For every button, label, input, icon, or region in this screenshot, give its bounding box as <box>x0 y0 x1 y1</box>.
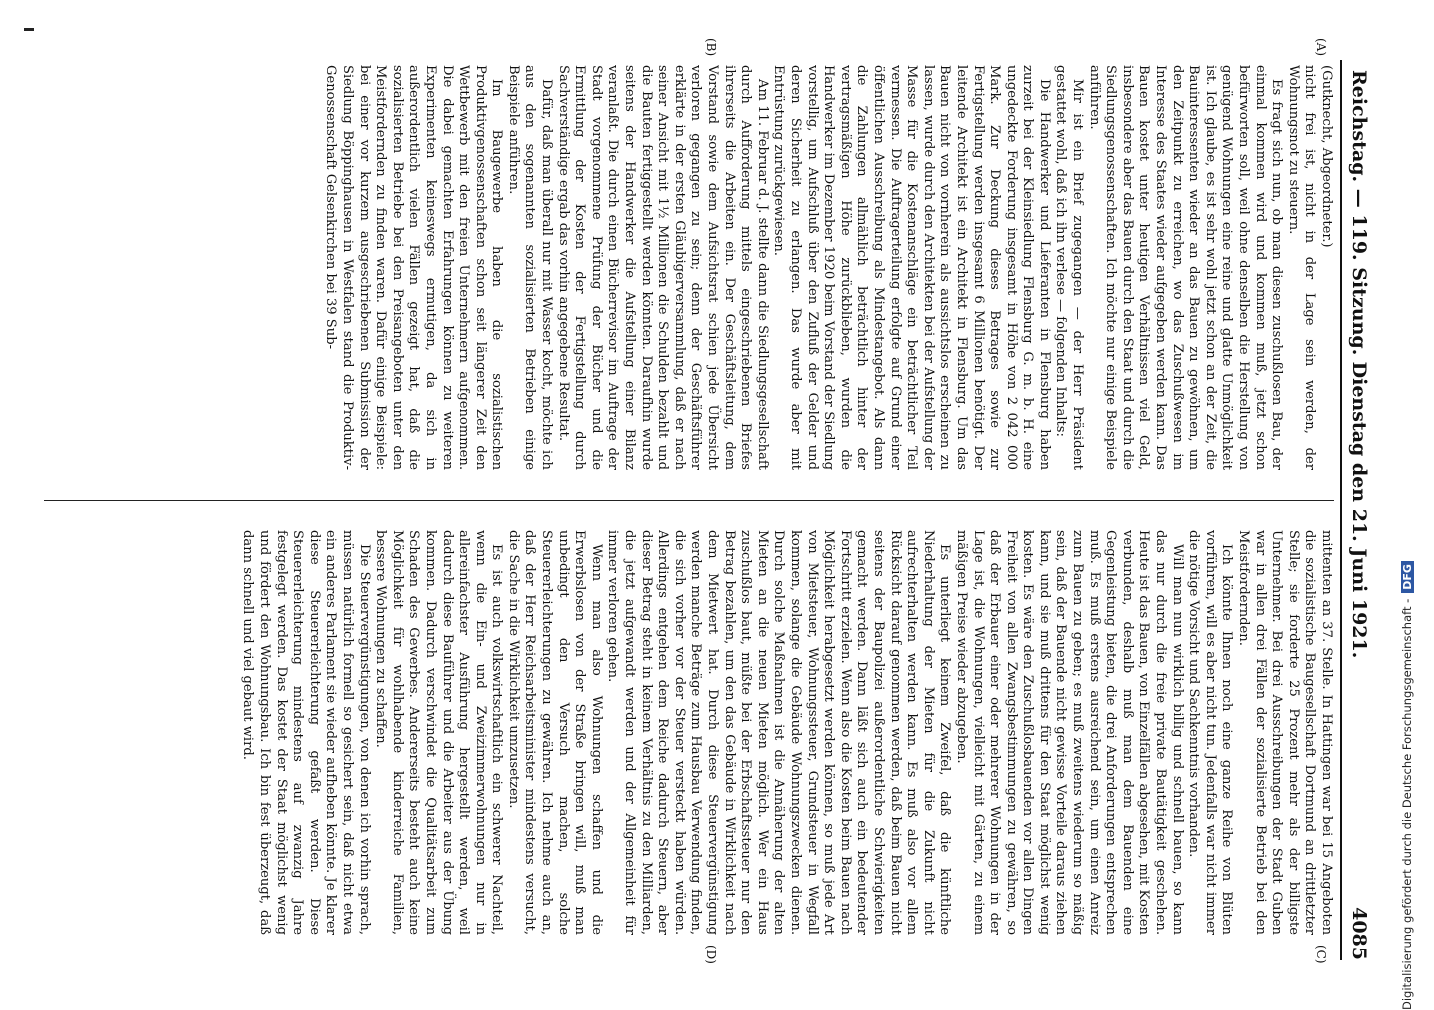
notice-text: Digitalisierung gefördert durch die Deutsche Forschungsgemeinschaft - <box>1400 598 1414 1010</box>
text-column-left <box>44 65 1334 470</box>
scan-mark <box>24 28 34 31</box>
paragraph: Die Steuervergünstigungen, von denen ich vorhin sprach, müssen natürlich formell so gesichert sein, daß nicht etwa ein anderes Parlament sie wieder aufheben könnte. Je klarer diese Steuererleichterung gefaßt werden. Diese Steuererleichterung mindestens auf zwanzig Jahre festgelegt werden. Das kostet der Staat möglichst wenig und fördert den Wohnungsbau. Ich bin fest überzeugt, daß dann schnell und viel gebaut wird. <box>240 530 372 935</box>
text-column-right <box>44 530 1334 935</box>
margin-marker-c: (C) <box>1314 945 1328 964</box>
dfg-logo: DFG <box>1401 561 1414 593</box>
paragraph: Es fragt sich nun, ob man diesen zuschußlosen Bau, der einmal kommen wird und kommen muß, jetzt schon befürworten soll, weil ohne denselben die Herstellung von genügend Wohnungen eine reine und glatte Unmöglichkeit ist. Ich glaube, es ist sehr wohl jetzt schon an der Zeit, die Bauinteressenten wieder an das Bauen zu gewöhnen, um den Zeitpunkt zu erreichen, wo das Zuschußwesen im Interesse des Staates wieder aufgegeben werden kann. Das Bauen kostet unter heutigen Verhältnissen viel Geld, insbesondere aber das Bauen durch den Staat und durch die Siedlungsgenossenschaften. Ich möchte nur einige Beispiele anführen. <box>1086 65 1285 470</box>
paragraph: Wenn man also Wohnungen schaffen und die Erwerbslosen von der Straße bringen will, muß man unbedingt den Versuch machen, solche Steuererleichterungen zu gewähren. Ich nehme auch an, daß der Herr Reichsarbeitsminister mindestens versucht, die Sache in die Wirklichkeit umzusetzen. <box>505 530 604 935</box>
quoted-letter-paragraph: Am 11. Februar d. J. stellte dann die Siedlungsgesellschaft durch Aufforderung mittels eingeschriebenen Briefes ihrerseits die Arbeiten ein. Der Geschäftsleitung, dem Vorstand sowie dem Aufsichtsrat schien jede Übersicht verloren gegangen zu sein; denn der Geschäftsführer erklärte in der ersten Gläubigerversammlung, daß er nach seiner Ansicht mit 1½ Millionen die Schulden bezahlt und die Bauten fertiggestellt werden könnten. Daraufhin wurde seitens der Handwerker die Aufstellung einer Bilanz veranlaßt. Die durch einen Bücherrevisor im Auftrage der Stadt vorgenommene Prüfung der Bücher und die Ermittlung der Kosten der Fertigstellung durch Sachverständige ergab das vorhin angegebene Resultat. <box>555 65 770 470</box>
paragraph: Im Baugewerbe haben die sozialistischen Produktivgenossenschaften schon seit längerer Zeit den Wettbewerb mit den freien Unternehmern aufgenommen. Die dabei gemachten Erfahrungen können zu weiteren Experimenten keineswegs ermutigen, da sich in außerordentlich vielen Fällen gezeigt hat, daß die sozialisierten Betriebe bei den Preisangeboten unter den Meistfordernden zu finden waren. Dafür einige Beispiele: bei einer vor kurzem ausgeschriebenen Submission der Siedlung Böppinghausen in Westfalen stand die Produktiv-Genossenschaft Gelsenkirchen bei 39 Sub- <box>323 65 505 470</box>
paragraph: Mir ist ein Brief zugegangen — der Herr Präsident gestattet wohl, daß ich ihn verlese — folgenden Inhalts: <box>1053 65 1086 470</box>
margin-marker-d: (D) <box>704 945 718 964</box>
paragraph: Will man nun wirklich billig und schnell bauen, so kann das nur durch die freie private Bautätigkeit geschehen. Heute ist das Bauen, von Einzelfällen abgesehen, mit Kosten verbunden, deshalb muß man dem Bauenden eine Gegenleistung bieten, die drei Anforderungen entsprechen muß. Es muß erstens ausreichend sein, um einen Anreiz zum Bauen zu geben; es muß zweitens wiederum so mäßig sein, daß der Bauende nicht gewisse Vorteile daraus ziehen kann, und sie muß drittens für den Staat möglichst wenig kosten. Es wäre den Zuschußlosbauenden vor allen Dingen Freiheit von allen Zwangsbestimmungen zu gewähren, so daß der Erbauer einer oder mehrerer Wohnungen in der Lage ist, die Wohnungen, vielleicht mit Gärten, zu einem mäßigen Preise wieder abzugeben. <box>953 530 1185 935</box>
paragraph: Dafür, daß man überall nur mit Wasser kocht, möchte ich aus den sogenannten sozialisierten Betrieben einige Beispiele anführen. <box>505 65 555 470</box>
header-date: Dienstag den 21. Juni 1921. <box>1348 361 1370 659</box>
header-page-number: 4085 <box>1348 907 1370 960</box>
paragraph: Es ist auch volkswirtschaftlich ein schwerer Nachteil, wenn die Ein- und Zweizimmerwohnungen nur in allereinfachster Ausführung hergestellt werden, weil dadurch diese Bauführer und die Arbeiter aus der Übung kommen. Dadurch verschwindet die Qualitätsarbeit zum Schaden des Gewerbes. Andererseits besteht auch keine Möglichkeit für wohlhabende kinderreiche Familien, bessere Wohnungen zu schaffen. <box>373 530 505 935</box>
digitization-notice <box>1400 10 1420 1010</box>
page-header <box>1340 60 1382 960</box>
paragraph: nicht frei ist, nicht in der Lage sein werden, der Wohnungsnot zu steuern. <box>1285 65 1318 470</box>
paragraph: mittenten an 37. Stelle. In Hattingen war bei 15 Angeboten die sozialistische Baugesellschaft Dortmund an drittletzter Stelle; sie forderte 25 Prozent mehr als der billigste Unternehmer. Bei drei Ausschreibungen der Stadt Guben war in allen drei Fällen der sozialisierte Betrieb bei den Meistfordernden. <box>1236 530 1334 935</box>
paragraph: Ich könnte Ihnen noch eine ganze Reihe von Blüten vorführen, will es aber nicht tun. Jedenfalls war nicht immer die nötige Vorsicht und Sachkenntnis vorhanden. <box>1186 530 1235 935</box>
quoted-letter-paragraph: Die Handwerker und Lieferanten in Flensburg haben zurzeit bei der Kleinsiedlung Flensburg G. m. b. H. eine ungedeckte Forderung insgesamt in Höhe von 2 042 000 Mark. Zur Deckung dieses Betrages sowie zur Fertigstellung werden insgesamt 6 Millionen benötigt. Der leitende Architekt ist ein Architekt in Flensburg. Um das Bauen nicht von vornherein als aussichtslos erscheinen zu lassen, wurde durch den Architekten bei der Aufstellung der Masse für die Kostenanschläge ein beträchtlicher Teil vermessen. Die Auftragerteilung erfolgte auf Grund einer öffentlichen Ausschreibung als Mindestangebot. Als dann die Zahlungen allmählich beträchtlich hinter der vertragsmäßigen Höhe zurückblieben, wurden die Handwerker im Dezember 1920 beim Vorstand der Siedlung vorstellig, um Aufschluß über den Zufluß der Gelder und deren Sicherheit zu erlangen. Das wurde aber mit Entrüstung zurückgewiesen. <box>771 65 1052 470</box>
header-session: Reichstag. — 119. Sitzung. <box>1348 70 1370 356</box>
column-divider <box>44 500 1334 501</box>
margin-marker-b: (B) <box>704 38 718 57</box>
speaker-line: (Gutknecht, Abgeordneter.) <box>1319 65 1334 248</box>
margin-marker-a: (A) <box>1314 38 1328 57</box>
paragraph: Es unterliegt keinem Zweifel, daß die künftliche Niederhaltung der Mieten für die Zukunft nicht aufrechterhalten werden kann. Es muß also vor allem Rücksicht darauf genommen werden, daß beim Bauen nicht seitens der Baupolizei außerordentliche Schwierigkeiten gemacht werden. Dann läßt sich auch ein bedeutender Fortschritt erzielen. Wenn also die Kosten beim Bauen nach Möglichkeit herabgesetzt werden können, so muß jede Art von Mietsteuer, Wohnungssteuer, Grundsteuer in Wegfall kommen, solange die Gebäude Wohnungszwecken dienen. Durch solche Maßnahmen ist die Annäherung der alten Mieten an die neuen Mieten möglich. Wer ein Haus zuschußlos baut, müßte bei der Erbschaftssteuer nur den Betrag bezahlen, um den das Gebäude in Wirklichkeit nach dem Mietwert hat. Durch diese Steuervergünstigung werden manche Beträge zum Hausbau Verwendung finden, die sich vorher vor der Steuer versteckt haben würden. Allerdings entgehen dem Reiche dadurch Steuern, aber dieser Betrag steht in keinem Verhältnis zu den Milliarden, die jetzt aufgewandt werden und der Allgemeinheit für immer verloren gehen. <box>605 530 953 935</box>
